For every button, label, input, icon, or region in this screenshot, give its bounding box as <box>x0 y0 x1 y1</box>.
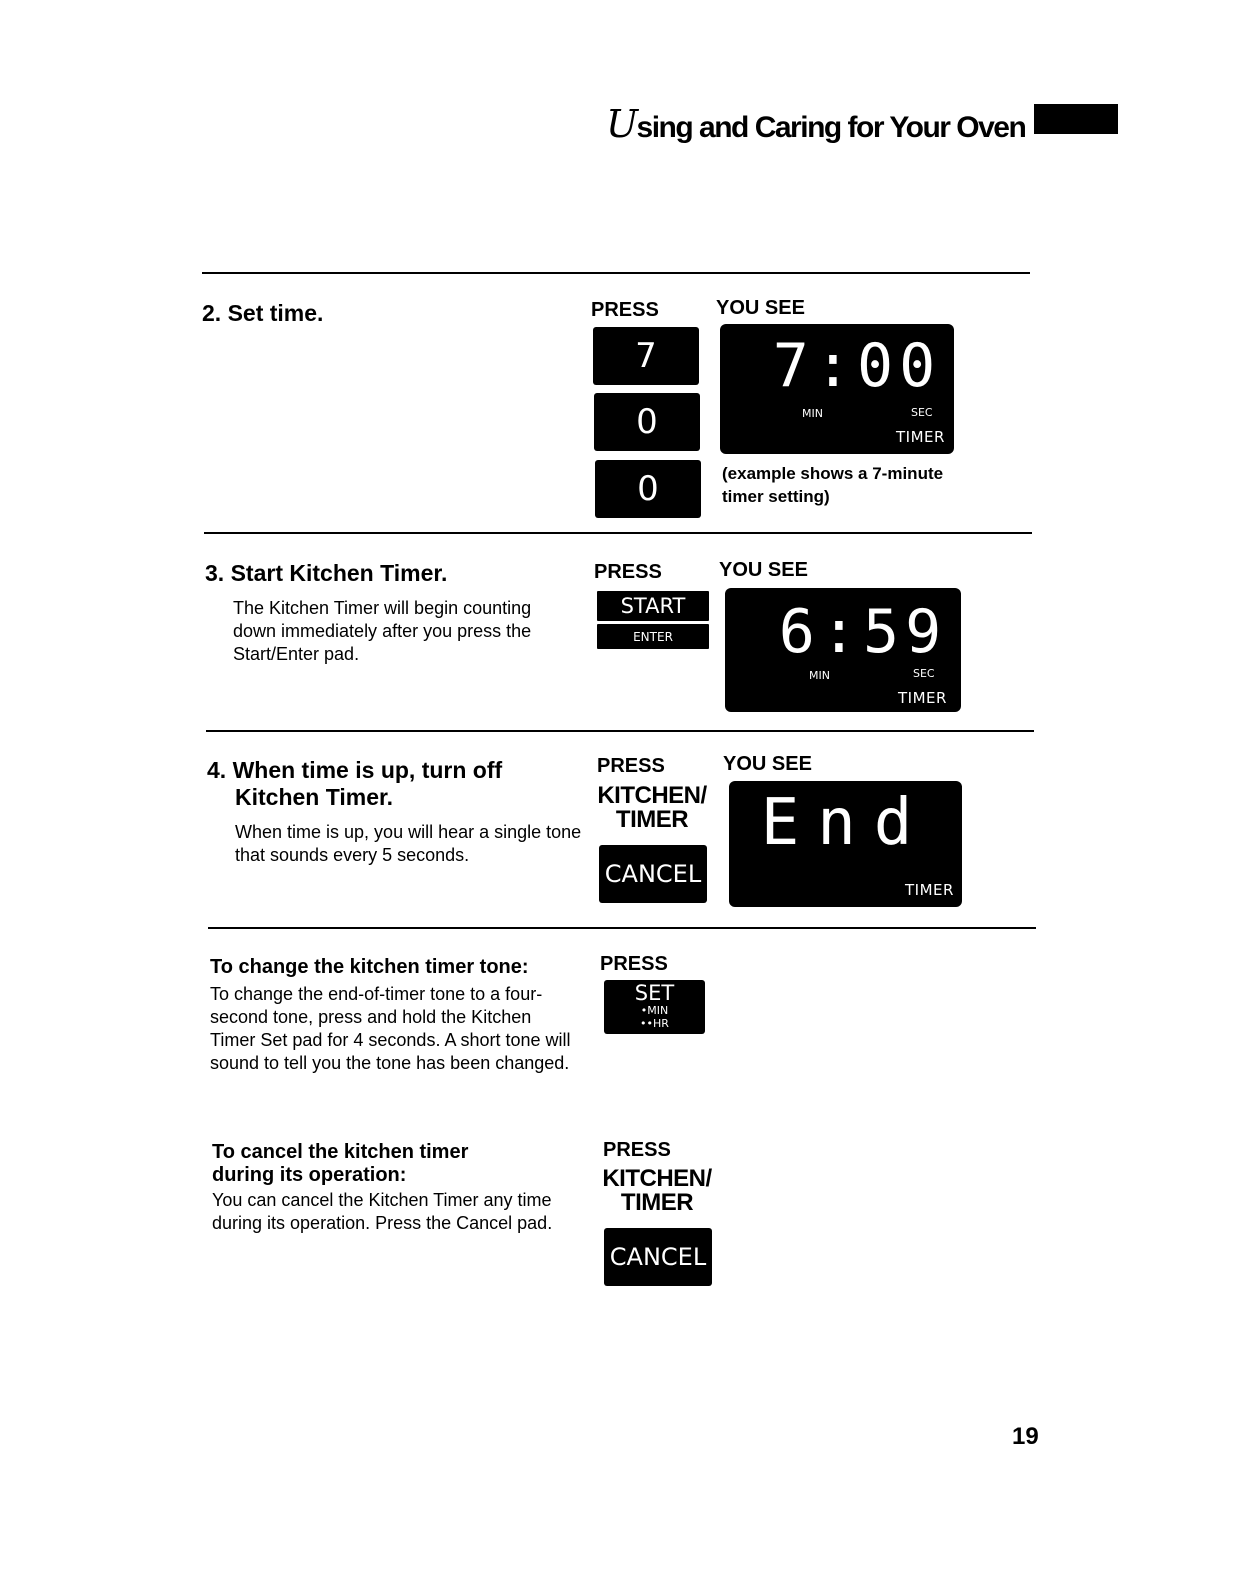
display-sec-label: SEC <box>913 667 935 680</box>
cancel-timer-press-heading: PRESS <box>603 1139 671 1161</box>
set-hr-label: ••HR <box>640 1017 669 1030</box>
timer-display-6-59 <box>725 588 961 712</box>
step4-yousee-heading: YOU SEE <box>723 753 812 775</box>
timer-display-7-00 <box>720 324 954 454</box>
change-tone-description: To change the end-of-timer tone to a four-second tone, press and hold the Kitchen Timer Set pad for 4 seconds. A short tone will sound to tell you the tone has been changed. <box>210 984 571 1073</box>
page-number: 19 <box>1012 1423 1039 1450</box>
set-min-hr-key[interactable] <box>604 980 705 1034</box>
change-tone-press-heading: PRESS <box>600 953 668 975</box>
step2-yousee-heading: YOU SEE <box>716 297 805 319</box>
step3-yousee-heading: YOU SEE <box>719 559 808 581</box>
enter-label: ENTER <box>633 629 673 644</box>
step2-example-note: (example shows a 7-minute timer setting) <box>722 464 944 506</box>
step2-title: 2. Set time. <box>202 300 324 326</box>
start-label: START <box>620 594 686 618</box>
divider <box>204 532 1032 534</box>
digit-0-key[interactable] <box>595 460 701 518</box>
divider <box>208 927 1036 929</box>
step4-description: When time is up, you will hear a single tone that sounds every 5 seconds. <box>235 822 582 865</box>
cancel-button[interactable] <box>604 1228 712 1286</box>
step4-title-line1: 4. When time is up, turn off <box>207 757 503 783</box>
display-end-text: End <box>760 786 931 860</box>
pad-label-line2: TIMER <box>620 1189 694 1216</box>
key-label: 7 <box>635 336 657 376</box>
cancel-button[interactable] <box>599 845 707 903</box>
step4-title-line2: Kitchen Timer. <box>235 784 394 810</box>
display-digits: 7:00 <box>772 331 942 401</box>
start-enter-key[interactable] <box>597 591 709 649</box>
display-min-label: MIN <box>809 669 830 682</box>
kitchen-timer-pad-label <box>597 784 707 832</box>
display-digits: 6:59 <box>778 597 948 667</box>
page-header-title <box>606 102 1025 146</box>
header-logo-badge <box>1034 104 1118 134</box>
cancel-timer-title-line2: during its operation: <box>212 1164 407 1186</box>
pad-label-line2: TIMER <box>615 806 689 833</box>
cancel-timer-description: You can cancel the Kitchen Timer any time during its operation. Press the Cancel pad. <box>212 1190 553 1233</box>
pad-label-line1: KITCHEN/ <box>602 1165 712 1192</box>
display-sec-label: SEC <box>911 406 933 419</box>
cancel-label: CANCEL <box>604 860 702 888</box>
enter-key-face <box>597 624 709 649</box>
digit-7-key[interactable] <box>593 327 699 385</box>
display-min-label: MIN <box>802 407 823 420</box>
divider <box>202 272 1030 274</box>
key-label: 0 <box>637 469 659 509</box>
timer-display-end <box>729 781 962 907</box>
start-key-face <box>597 591 709 621</box>
key-label: 0 <box>636 402 658 442</box>
step3-press-heading: PRESS <box>594 561 662 583</box>
header-title-initial: U <box>606 102 637 146</box>
set-min-label: •MIN <box>640 1004 669 1017</box>
divider <box>206 730 1034 732</box>
kitchen-timer-pad-label <box>602 1167 712 1215</box>
step3-description: The Kitchen Timer will begin counting down immediately after you press the Start/Enter pad. <box>233 598 532 664</box>
display-timer-label: TIMER <box>896 428 945 446</box>
display-timer-label: TIMER <box>905 881 954 899</box>
cancel-timer-title-line1: To cancel the kitchen timer <box>212 1141 469 1163</box>
display-timer-label: TIMER <box>898 689 947 707</box>
step2-press-heading: PRESS <box>591 299 659 321</box>
change-tone-title: To change the kitchen timer tone: <box>210 956 529 978</box>
cancel-label: CANCEL <box>609 1243 707 1271</box>
step3-title: 3. Start Kitchen Timer. <box>205 560 448 586</box>
step4-press-heading: PRESS <box>597 755 665 777</box>
header-title-rest: sing and Caring for Your Oven <box>636 111 1026 144</box>
set-label: SET <box>634 981 675 1005</box>
pad-label-line1: KITCHEN/ <box>597 782 707 809</box>
digit-0-key[interactable] <box>594 393 700 451</box>
